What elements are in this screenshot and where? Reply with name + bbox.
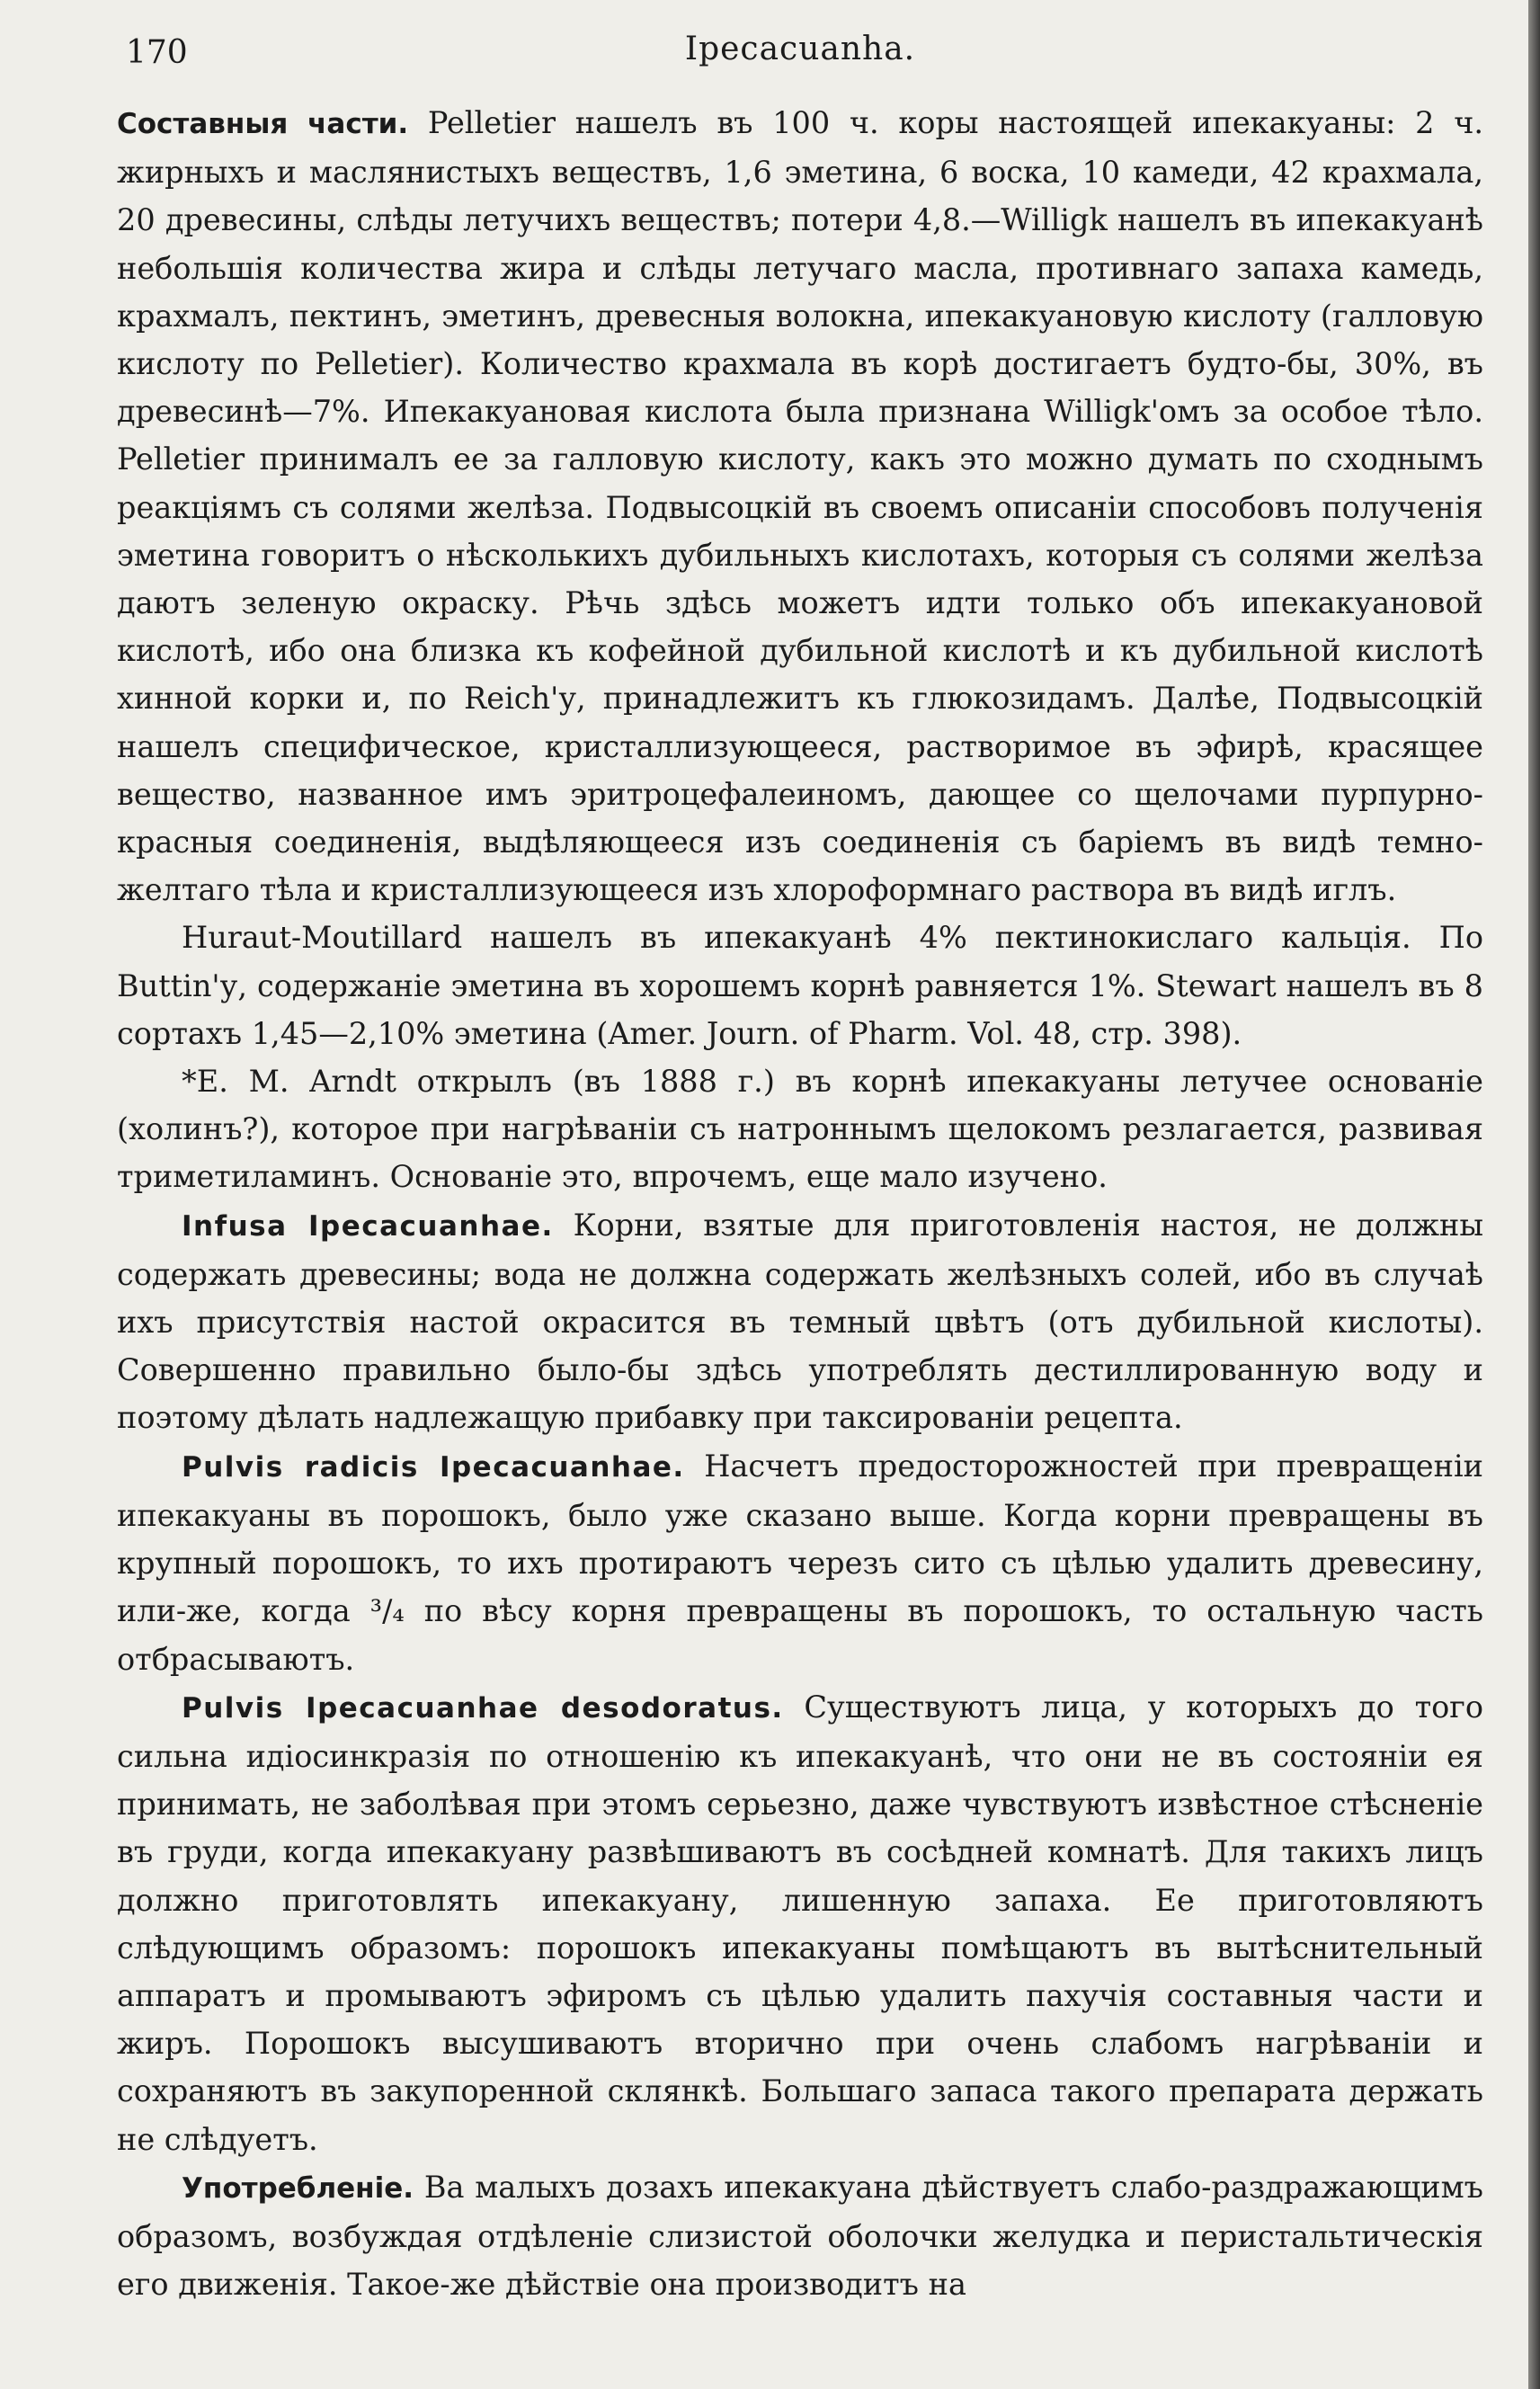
page-number: 170 [126,34,188,71]
paragraph-text: Насчетъ предосторожностей при превращеніи ипекакуаны въ порошокъ, было уже сказано выше. Когда корни превращены въ крупный порошокъ, то ихъ протираютъ черезъ сито съ цѣлью удалить древесину, или-же, когда ³/₄ по вѣсу корня превращены въ порошокъ, то остальную часть отбрасываютъ. [117,1448,1484,1677]
paragraph-infusa [117,1201,1483,1442]
page-edge-shadow [1528,0,1540,2389]
paragraph-pulvis-radicis [117,1442,1483,1683]
paragraph-text: Pelletier нашелъ въ 100 ч. коры настоящей ипекакуаны: 2 ч. жирныхъ и маслянистыхъ веществъ, 1,6 эметина, 6 воска, 10 камеди, 42 крахмала, 20 древесины, слѣды летучихъ веществъ; потери 4,8.—Willigk нашелъ въ ипекакуанѣ небольшія количества жира и слѣды летучаго масла, противнаго запаха камедь, крахмалъ, пектинъ, эметинъ, древесныя волокна, ипекакуановую кислоту (галловую кислоту по Pelletier). Количество крахмала въ корѣ достигаетъ будто-бы, 30%, въ древесинѣ—7%. Ипекакуановая кислота была признана Willigk'омъ за особое тѣло. Pelletier принималъ ее за галловую кислоту, какъ это можно думать по сходнымъ реакціямъ съ солями желѣза. Подвысоцкій въ своемъ описаніи способовъ полученія эметина говоритъ о нѣсколькихъ дубильныхъ кислотахъ, которыя съ солями желѣза даютъ зеленую окраску. Рѣчь здѣсь можетъ идти только объ ипекакуановой кислотѣ, ибо она близка къ кофейной дубильной кислотѣ и къ дубильной кислотѣ хинной корки и, по Reich'у, принадлежитъ къ глюкозидамъ. Далѣе, Подвысоцкій нашелъ специфическое, кристаллизующееся, растворимое въ эфирѣ, красящее вещество, названное имъ эритроцефалеиномъ, дающее со щелочами пурпурно-красныя соединенія, выдѣляющееся изъ соединенія съ баріемъ въ видѣ темно-желтаго тѣла и кристаллизующееся изъ хлороформнаго раствора въ видѣ иглъ. [117,105,1483,908]
paragraph-lead-heading: Pulvis radicis Ipecacuanhae. [182,1450,685,1484]
paragraph-lead-heading: Infusa Ipecacuanhae. [182,1209,554,1243]
page-header [126,27,1474,72]
paragraph-text: Корни, взятые для приготовленія настоя, не должны содержать древесины; вода не должна содержать желѣзныхъ солей, ибо въ случаѣ ихъ присутствія настой окрасится въ темный цвѣтъ (отъ дубильной кислоты). Совершенно правильно было-бы здѣсь употреблять дестиллированную воду и поэтому дѣлать надлежащую прибавку при таксированіи рецепта. [117,1207,1484,1436]
paragraph-text: Ва малыхъ дозахъ ипекакуана дѣйствуетъ слабо-раздражающимъ образомъ, возбуждая отдѣленіе слизистой оболочки желудка и перистальтическія его движенія. Такое-же дѣйствіе она производитъ на [117,2169,1483,2303]
paragraph-pulvis-desodoratus [117,1683,1483,2163]
paragraph-text: *E. M. Arndt открылъ (въ 1888 г.) въ корнѣ ипекакуаны летучее основаніе (холинъ?), которое при нагрѣваніи съ натроннымъ щелокомъ резлагается, развивая триметиламинъ. Основаніе это, впрочемъ, еще мало изучено. [117,1064,1483,1195]
paragraph-lead-heading: Употребленіе. [182,2171,414,2205]
body-text [117,99,1483,2308]
paragraph-composition [117,99,1483,914]
paragraph-lead-heading: Составныя части. [117,108,409,140]
running-title: Ipecacuanha. [684,31,916,67]
paragraph-usage [117,2163,1483,2309]
paragraph-huraut [117,914,1483,1057]
paragraph-text: Huraut-Moutillard нашелъ въ ипекакуанѣ 4% пектинокислаго кальція. По Buttin'у, содержаніе эметина въ хорошемъ корнѣ равняется 1%. Stewart нашелъ въ 8 сортахъ 1,45—2,10% эметина (Amer. Journ. of Pharm. Vol. 48, стр. 398). [117,920,1483,1051]
paragraph-lead-heading: Pulvis Ipecacuanhae desodoratus. [182,1691,784,1725]
paragraph-arndt [117,1057,1483,1201]
paragraph-text: Существуютъ лица, у которыхъ до того сильна идіосинкразія по отношенію къ ипекакуанѣ, что они не въ состояніи ея принимать, не заболѣвая при этомъ серьезно, даже чувствуютъ извѣстное стѣсненіе въ груди, когда ипекакуану развѣшиваютъ въ сосѣдней комнатѣ. Для такихъ лицъ должно приготовлять ипекакуану, лишенную запаха. Ее приготовляютъ слѣдующимъ образомъ: порошокъ ипекакуаны помѣщаютъ въ вытѣснительный аппаратъ и промываютъ эфиромъ съ цѣлью удалить пахучія составныя части и жиръ. Порошокъ высушиваютъ вторично при очень слабомъ нагрѣваніи и сохраняютъ въ закупоренной склянкѣ. Большаго запаса такого препарата держать не слѣдуетъ. [117,1689,1483,2157]
